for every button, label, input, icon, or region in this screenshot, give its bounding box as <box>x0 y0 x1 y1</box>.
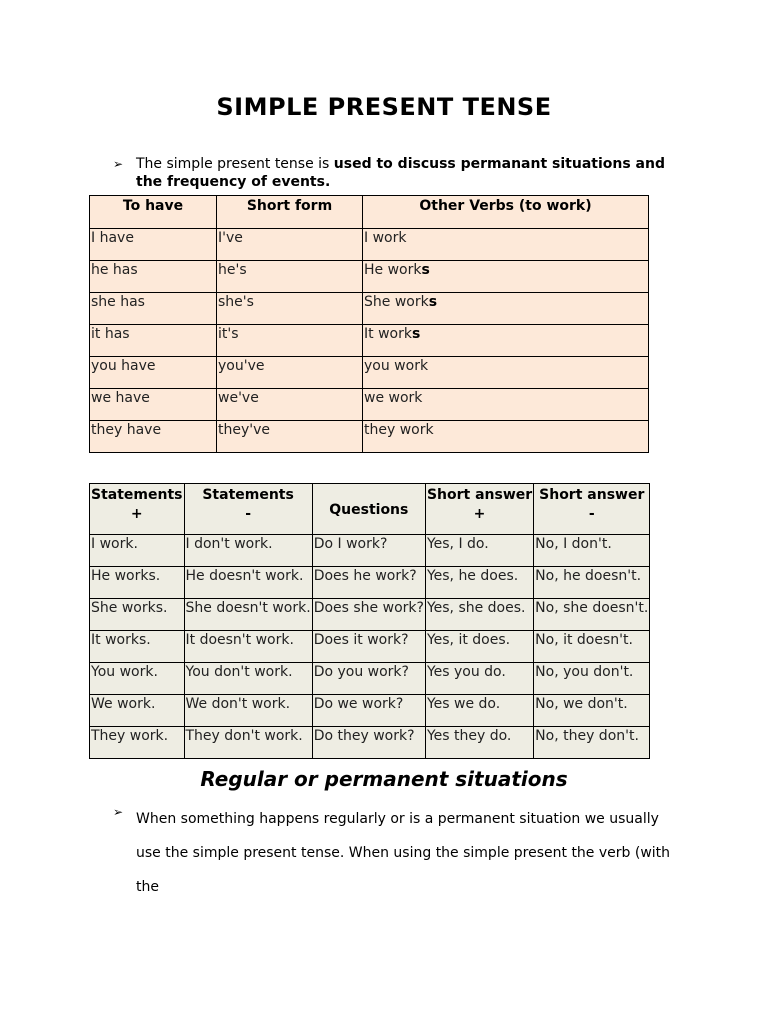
table-cell: Does it work? <box>312 631 425 663</box>
cell-text: I've <box>218 230 243 246</box>
table-row <box>90 535 650 567</box>
table-row <box>90 325 649 357</box>
verb-ending: s <box>421 262 430 278</box>
table-cell <box>90 293 217 325</box>
header-line: + <box>473 506 486 522</box>
cell-text: they have <box>91 422 162 438</box>
table-cell: You work. <box>90 663 185 695</box>
table-cell: Do you work? <box>312 663 425 695</box>
header-line: Short answer <box>539 487 645 503</box>
header-line: - <box>588 506 595 522</box>
cell-text: they've <box>218 422 271 438</box>
cell-text: they work <box>364 422 434 438</box>
header-line: + <box>130 506 143 522</box>
table-cell: No, it doesn't. <box>534 631 650 663</box>
section-bullet <box>113 802 673 904</box>
column-header <box>184 484 312 535</box>
table-row <box>90 389 649 421</box>
cell-text: I work <box>364 230 407 246</box>
cell-text: it's <box>218 326 239 342</box>
table-cell <box>217 325 363 357</box>
section-text: When something happens regularly or is a permanent situation we usually use the simple present tense. When using the simple present the verb (with the <box>136 811 671 895</box>
table-cell <box>217 229 363 261</box>
table-cell: We work. <box>90 695 185 727</box>
table-cell <box>363 229 649 261</box>
table-cell: Yes, it does. <box>425 631 533 663</box>
table-cell <box>90 229 217 261</box>
table-cell: They work. <box>90 727 185 759</box>
section-heading: Regular or permanent situations <box>200 767 568 791</box>
table-cell: He works. <box>90 567 185 599</box>
statements-table <box>89 483 650 759</box>
column-header: Other Verbs (to work) <box>363 196 649 229</box>
cell-text: you've <box>218 358 265 374</box>
table-row <box>90 727 650 759</box>
table-cell: It doesn't work. <box>184 631 312 663</box>
column-header <box>425 484 533 535</box>
table-cell <box>90 357 217 389</box>
cell-text: we work <box>364 390 423 406</box>
column-header <box>90 484 185 535</box>
verb-ending: s <box>411 326 421 342</box>
table-cell <box>90 325 217 357</box>
intro-lead: The simple present tense is <box>136 156 334 172</box>
table-cell <box>217 357 363 389</box>
table-cell: No, she doesn't. <box>534 599 650 631</box>
table-row <box>90 567 650 599</box>
column-header: Short form <box>217 196 363 229</box>
table-header-row <box>90 484 650 535</box>
cell-text: She work <box>364 294 429 310</box>
table-row <box>90 421 649 453</box>
table-cell <box>363 293 649 325</box>
table-cell: Yes, he does. <box>425 567 533 599</box>
table-row <box>90 599 650 631</box>
table-cell: No, you don't. <box>534 663 650 695</box>
table-cell: They don't work. <box>184 727 312 759</box>
table-cell: He doesn't work. <box>184 567 312 599</box>
intro-text <box>113 155 673 191</box>
cell-text: she's <box>218 294 254 310</box>
table-cell <box>217 261 363 293</box>
table-cell: No, we don't. <box>534 695 650 727</box>
verb-ending: s <box>428 294 438 310</box>
table-cell: Yes you do. <box>425 663 533 695</box>
cell-text: he's <box>218 262 247 278</box>
cell-text: It work <box>364 326 412 342</box>
header-line: Questions <box>329 501 409 518</box>
page-title: SIMPLE PRESENT TENSE <box>216 93 552 121</box>
table-row <box>90 357 649 389</box>
table-cell: She doesn't work. <box>184 599 312 631</box>
table-cell: Do we work? <box>312 695 425 727</box>
table-cell: Do I work? <box>312 535 425 567</box>
column-header <box>534 484 650 535</box>
cell-text: it has <box>91 326 130 342</box>
table-cell <box>363 325 649 357</box>
cell-text: you have <box>91 358 156 374</box>
column-header: To have <box>90 196 217 229</box>
table-cell <box>363 261 649 293</box>
table-cell: You don't work. <box>184 663 312 695</box>
cell-text: He work <box>364 262 422 278</box>
intro-bullet <box>113 155 673 191</box>
table-cell: No, they don't. <box>534 727 650 759</box>
table-cell <box>90 261 217 293</box>
cell-text: you work <box>364 358 429 374</box>
to-have-table <box>89 195 649 453</box>
table-cell: No, I don't. <box>534 535 650 567</box>
table-cell: Yes, she does. <box>425 599 533 631</box>
table-cell: I don't work. <box>184 535 312 567</box>
table-cell: Does he work? <box>312 567 425 599</box>
column-header <box>312 484 425 535</box>
table-cell: We don't work. <box>184 695 312 727</box>
table-row <box>90 695 650 727</box>
header-line: Statements <box>202 487 294 503</box>
table-cell: I work. <box>90 535 185 567</box>
table-row <box>90 293 649 325</box>
table-row <box>90 261 649 293</box>
header-line: - <box>245 506 251 522</box>
table-row <box>90 229 649 261</box>
table-cell <box>217 293 363 325</box>
table-cell <box>363 421 649 453</box>
arrow-bullet-icon: ➢ <box>113 157 124 171</box>
table-cell: No, he doesn't. <box>534 567 650 599</box>
table-cell: Yes they do. <box>425 727 533 759</box>
cell-text: we have <box>91 390 150 406</box>
table-row <box>90 631 650 663</box>
table-cell: Yes, I do. <box>425 535 533 567</box>
header-line: Statements <box>91 487 183 503</box>
table-cell <box>90 421 217 453</box>
cell-text: we've <box>218 390 259 406</box>
table-cell: It works. <box>90 631 185 663</box>
table-cell <box>363 389 649 421</box>
table-cell: She works. <box>90 599 185 631</box>
table-cell <box>217 389 363 421</box>
table-cell <box>363 357 649 389</box>
table-cell <box>90 389 217 421</box>
table-cell: Do they work? <box>312 727 425 759</box>
table-cell: Does she work? <box>312 599 425 631</box>
table-header-row <box>90 196 649 229</box>
table-row <box>90 663 650 695</box>
intro-emphasis: used to discuss permanant situations and the frequency of events. <box>136 156 665 190</box>
cell-text: I have <box>91 230 134 246</box>
table-cell: Yes we do. <box>425 695 533 727</box>
header-line: Short answer <box>426 487 533 503</box>
cell-text: she has <box>91 294 145 310</box>
cell-text: he has <box>91 262 138 278</box>
table-cell <box>217 421 363 453</box>
arrow-bullet-icon: ➢ <box>113 805 124 819</box>
